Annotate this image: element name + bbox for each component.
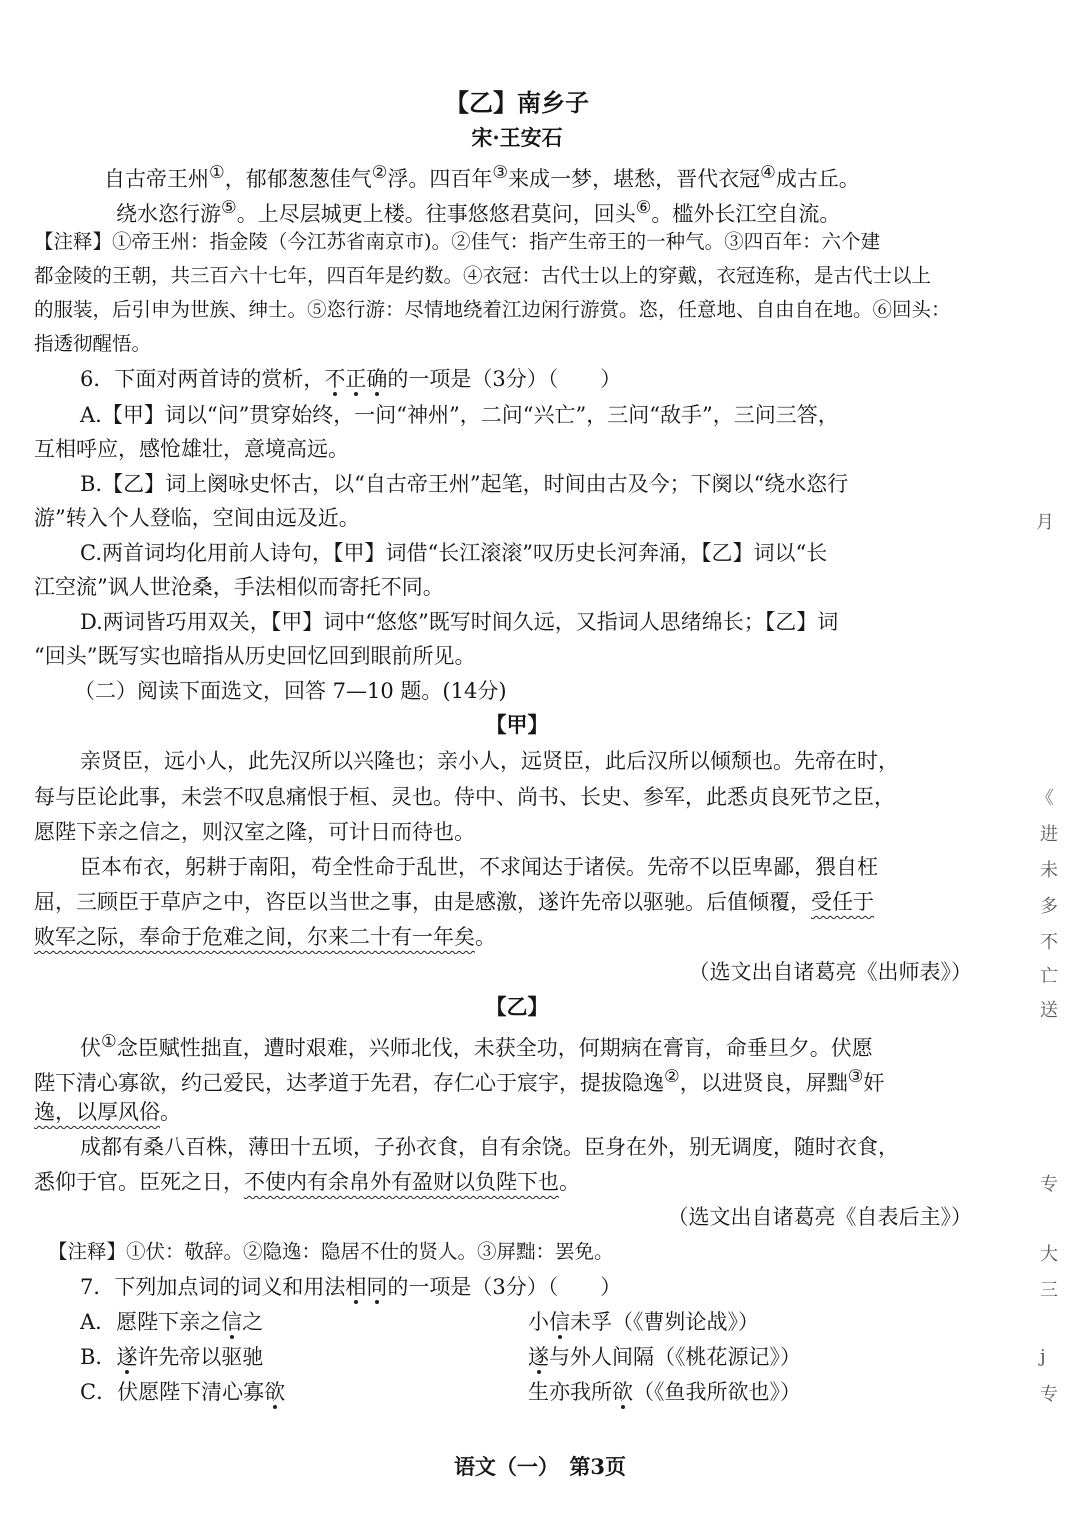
margin-char: 进 [1040,824,1058,845]
poem-note-1: 【注释】①帝王州：指金陵（今江苏省南京市)。②佳气：指产生帝王的一种气。③四百年：六个建 [34,230,881,253]
margin-char: 送 [1040,1000,1058,1021]
margin-char: 专 [1040,1174,1058,1195]
question-6-stem: 6．下面对两首诗的赏析，不正确的一项是（3分）（ ） [80,367,622,391]
margin-char: 多 [1040,896,1058,917]
q6-option-a-2: 互相呼应，感怆雄壮，意境高远。 [34,437,349,461]
q6-option-a-1: A.【甲】词以“问”贯穿始终，一问“神州”，二问“兴亡”，三问“敌手”，三问三答， [80,403,839,427]
yi-p1-line-3: 逸，以厚风俗。 [34,1100,181,1124]
margin-char: 大 [1040,1244,1058,1265]
margin-char: j [1040,1346,1046,1367]
yi-p2-line-1: 成都有桑八百株，薄田十五顷，子孙衣食，自有余饶。臣身在外，别无调度，随时衣食， [80,1135,899,1159]
jia-p1-line-2: 每与臣论此事，未尝不叹息痛恨于桓、灵也。侍中、尚书、长史、参军，此悉贞良死节之臣， [34,785,895,809]
poem-note-2: 都金陵的王朝，共三百六十七年，四百年是约数。④衣冠：古代士以上的穿戴，衣冠连称，是古代士以上 [34,264,932,287]
poem-line-1: 自古帝王州①，郁郁葱葱佳气②浮。四百年③来成一梦，堪愁，晋代衣冠④成古丘。 [104,163,860,190]
margin-char: 未 [1040,860,1058,881]
page-footer: 语文（一） 第3页 [453,1454,627,1479]
q6-option-b-1: B.【乙】词上阕咏史怀古，以“自古帝王州”起笔，时间由古及今；下阕以“绕水恣行 [80,472,849,496]
poem-author: 宋·王安石 [471,125,563,150]
q6-option-c-2: 江空流”讽人世沧桑，手法相似而寄托不同。 [34,575,444,599]
poem-note-4: 指透彻醒悟。 [34,332,152,355]
q6-option-d-1: D.两词皆巧用双关，【甲】词中“悠悠”既写时间久远，又指词人思绪绵长；【乙】词 [80,610,839,634]
jia-p2-line-3: 败军之际，奉命于危难之间，尔来二十有一年矣。 [34,925,496,949]
poem-line-2: 绕水恣行游⑤。上尽层城更上楼。往事悠悠君莫问，回头⑥。槛外长江空自流。 [116,198,841,225]
q6-option-d-2: “回头”既写实也暗指从历史回忆回到眼前所见。 [34,644,476,668]
margin-char: 月 [1036,512,1054,533]
margin-char: 亡 [1040,966,1058,987]
q7-option-a: A．愿陛下亲之信之 小信未孚（《曹刿论战》） [80,1310,759,1334]
yi-note: 【注释】①伏：敬辞。②隐逸：隐居不仕的贤人。③屏黜：罢免。 [48,1240,614,1263]
q6-option-c-1: C.两首词均化用前人诗句，【甲】词借“长江滚滚”叹历史长河奔涌，【乙】词以“长 [80,541,828,565]
margin-char: 三 [1040,1280,1058,1301]
jia-p1-line-3: 愿陛下亲之信之，则汉室之隆，可计日而待也。 [34,820,475,844]
poem-heading: 【乙】南乡子 [445,88,589,117]
section-2-title: （二）阅读下面选文，回答 7—10 题。(14分) [74,679,507,703]
yi-p1-line-2: 陛下清心寡欲，约己爱民，达孝道于先君，存仁心于宸宇，提拔隐逸②，以进贤良，屏黜③奸 [34,1067,885,1094]
jia-source: （选文出自诸葛亮《出师表》） [688,960,972,984]
yi-p2-line-2: 悉仰于官。臣死之日，不使内有余帛外有盈财以负陛下也。 [34,1170,580,1194]
yi-heading: 【乙】 [485,994,549,1019]
q7-option-b: B．遂许先帝以驱驰 遂与外人间隔（《桃花源记》） [80,1345,801,1369]
jia-p2-line-1: 臣本布衣，躬耕于南阳，苟全性命于乱世，不求闻达于诸侯。先帝不以臣卑鄙，猥自枉 [80,855,878,879]
yi-p1-line-1: 伏①念臣赋性拙直，遭时艰难，兴师北伐，未获全功，何期病在膏肓，命垂旦夕。伏愿 [80,1032,873,1059]
margin-char: 不 [1040,932,1058,953]
q6-option-b-2: 游”转入个人登临，空间由远及近。 [34,506,360,530]
margin-char: 专 [1040,1384,1058,1405]
jia-p2-line-2: 屈，三顾臣于草庐之中，咨臣以当世之事，由是感激，遂许先帝以驱驰。后值倾覆，受任于 [34,890,874,914]
jia-heading: 【甲】 [485,712,549,737]
margin-char: 《 [1036,788,1054,809]
yi-source: （选文出自诸葛亮《自表后主》） [667,1205,972,1229]
q7-option-c: C．伏愿陛下清心寡欲 生亦我所欲（《鱼我所欲也》） [80,1380,801,1404]
question-7-stem: 7．下列加点词的词义和用法相同的一项是（3分）（ ） [80,1275,622,1299]
poem-note-3: 的服装，后引申为世族、绅士。⑤恣行游：尽情地绕着江边闲行游赏。恣，任意地、自由自在地。⑥回头： [34,298,951,321]
jia-p1-line-1: 亲贤臣，远小人，此先汉所以兴隆也；亲小人，远贤臣，此后汉所以倾颓也。先帝在时， [80,749,899,773]
